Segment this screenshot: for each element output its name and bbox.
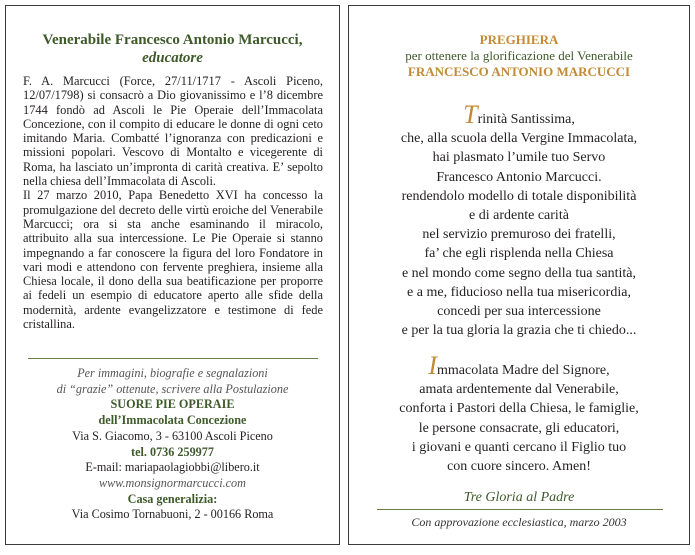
prayer-line: le persone consacrate, gli educatori,: [418, 420, 620, 436]
prayer-header: [349, 32, 689, 80]
biography-paragraph-1: F. A. Marcucci (Force, 27/11/1717 - Ascoli Piceno, 12/07/1798) si consacrò a Dio giovanissimo e l’8 dicembre 1744 fondò ad Ascoli le Pie Operaie dell’Immacolata Concezione, con il compito di educare le donne di ogni ceto imitando Maria. Combatté l’ignoranza con predicazioni e missioni popolari. Vescovo di Montalto e vicegerente di Roma, ha lasciato un’impronta di carità creativa. E’ sepolto nella chiesa dell’Immacolata di Ascoli.: [23, 74, 323, 189]
prayer-line: e a me, fiducioso nella tua misericordia,: [407, 284, 631, 300]
prayer-immaculate: [349, 351, 689, 476]
prayer-line: che, alla scuola della Vergine Immacolata,: [400, 131, 638, 147]
prayer-line: concedi per sua intercessione: [437, 304, 601, 320]
website-link[interactable]: www.monsignormarcucci.com: [99, 475, 246, 490]
drop-cap: I: [428, 351, 438, 380]
prayer-line: e nel mondo come segno della tua santità,: [401, 265, 637, 281]
ecclesiastical-approval: Con approvazione ecclesiastica, marzo 2003: [411, 515, 627, 529]
prayer-line: e per la tua gloria la grazia che ti chiedo...: [401, 323, 637, 339]
prayer-line: Francesco Antonio Marcucci.: [436, 169, 602, 185]
biography-text: [23, 74, 323, 331]
prayer-line: Trinità Santissima,: [463, 100, 575, 129]
biography-subtitle: educatore: [142, 50, 203, 66]
prayer-line: Immacolata Madre del Signore,: [428, 351, 610, 380]
prayer-heading: PREGHIERA: [479, 32, 559, 47]
biography-paragraph-2: Il 27 marzo 2010, Papa Benedetto XVI ha concesso la promulgazione del decreto delle virtù eroiche del Venerabile Marcucci; ora si sta anche esaminando il miracolo, attribuito alla sua intercessione. Le Pie Operaie si stanno impegnando a far conoscere la figura del loro Fondatore in vari modi e attendono con fervente preghiera, insieme alla Chiesa locale, il dono della sua beatificazione per proporre ai fedeli un esempio di educatore aperto alle sfide della modernità, ardente evangelizzatore e testimone di fede cristallina.: [23, 188, 323, 332]
prayer-purpose: per ottenere la glorificazione del Venerabile: [405, 48, 633, 63]
tre-gloria: Tre Gloria al Padre: [463, 490, 575, 505]
biography-panel: [5, 5, 340, 545]
casa-generalizia-address: Via Cosimo Tornabuoni, 2 - 00166 Roma: [71, 507, 274, 522]
prayer-line: amata ardentemente dal Venerabile,: [419, 382, 619, 398]
prayer-line: nel servizio premuroso dei fratelli,: [422, 227, 616, 243]
divider: [377, 509, 663, 510]
prayer-line: fa’ che egli risplenda nella Chiesa: [424, 246, 614, 262]
prayer-trinity: [349, 100, 689, 340]
prayer-line: rendendolo modello di totale disponibilità: [401, 188, 637, 204]
drop-cap: T: [463, 100, 478, 129]
biography-title: Venerabile Francesco Antonio Marcucci,: [42, 32, 303, 48]
contact-block: [6, 366, 339, 523]
divider: [28, 358, 318, 359]
phone-number: tel. 0736 259977: [131, 444, 214, 459]
prayer-line: hai plasmato l’umile tuo Servo: [432, 150, 606, 166]
organization-address: Via S. Giacomo, 3 - 63100 Ascoli Piceno: [72, 428, 273, 443]
prayer-line: con cuore sincero. Amen!: [447, 459, 591, 475]
prayer-line: e di ardente carità: [469, 208, 569, 224]
organization-name: SUORE PIE OPERAIE: [110, 397, 235, 412]
casa-generalizia-label: Casa generalizia:: [127, 491, 218, 506]
prayer-panel: [348, 5, 690, 545]
contact-intro-line-1: Per immagini, biografie e segnalazioni: [77, 366, 268, 380]
prayer-line: i giovani e quanti cercano il Figlio tuo: [411, 439, 627, 455]
organization-subname: dell’Immacolata Concezione: [98, 413, 247, 428]
prayer-line: conforta i Pastori della Chiesa, le famiglie,: [399, 401, 639, 417]
venerable-name: FRANCESCO ANTONIO MARCUCCI: [407, 64, 631, 79]
contact-intro-line-2: di “grazie” ottenute, scrivere alla Postulazione: [56, 381, 289, 396]
email-address[interactable]: E-mail: mariapaolagiobbi@libero.it: [85, 460, 260, 475]
